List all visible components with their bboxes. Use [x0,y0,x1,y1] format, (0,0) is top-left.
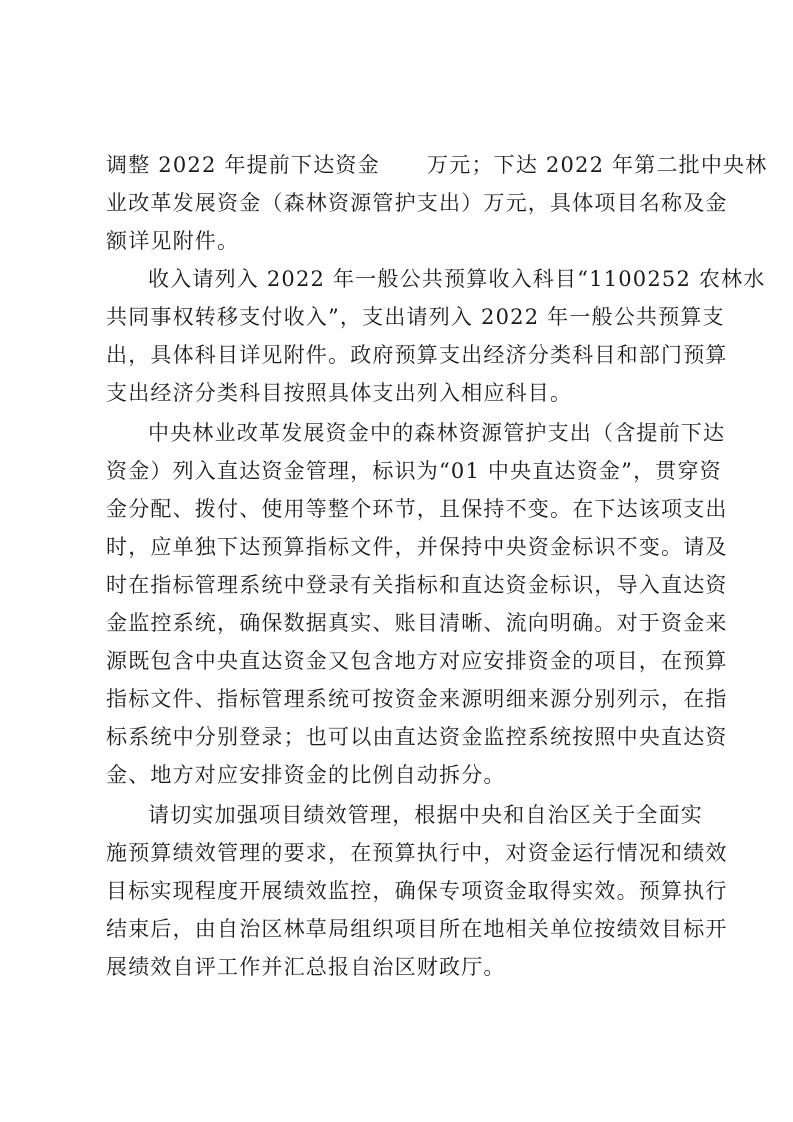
body-text-line: 额详见附件。 [106,229,240,253]
body-text-line: 金分配、拨付、使用等整个环节，且保持不变。在下达该项支出 [106,497,728,521]
body-text-line: 业改革发展资金（森林资源管护支出）万元，具体项目名称及金 [106,191,728,215]
body-text-line: 支出经济分类科目按照具体支出列入相应科目。 [106,381,573,405]
body-text-line: 收入请列入 2022 年一般公共预算收入科目“1100252 农林水 [148,267,766,291]
body-text-line: 目标实现程度开展绩效监控，确保专项资金取得实效。预算执行 [106,879,728,903]
body-text-line: 出，具体科目详见附件。政府预算支出经济分类科目和部门预算 [106,343,728,367]
body-text-line: 请切实加强项目绩效管理，根据中央和自治区关于全面实 [148,803,703,827]
body-text-line: 指标文件、指标管理系统可按资金来源明细来源分别列示，在指 [106,687,728,711]
body-text-line: 标系统中分别登录；也可以由直达资金监控系统按照中央直达资 [106,725,728,749]
body-text-line: 施预算绩效管理的要求，在预算执行中，对资金运行情况和绩效 [106,841,728,865]
body-text-line: 展绩效自评工作并汇总报自治区财政厅。 [106,955,506,979]
body-text-line: 中央林业改革发展资金中的森林资源管护支出（含提前下达 [148,421,726,445]
body-text-line: 时，应单独下达预算指标文件，并保持中央资金标识不变。请及 [106,535,728,559]
body-text-line: 时在指标管理系统中登录有关指标和直达资金标识，导入直达资 [106,573,728,597]
body-text-line: 金监控系统，确保数据真实、账目清晰、流向明确。对于资金来 [106,611,728,635]
body-text-line: 金、地方对应安排资金的比例自动拆分。 [106,763,506,787]
body-text-line: 共同事权转移支付收入”，支出请列入 2022 年一般公共预算支 [106,305,725,329]
body-text-line: 调整 2022 年提前下达资金 万元；下达 2022 年第二批中央林 [106,153,768,177]
body-text-line: 结束后，由自治区林草局组织项目所在地相关单位按绩效目标开 [106,917,728,941]
body-text-line: 源既包含中央直达资金又包含地方对应安排资金的项目，在预算 [106,649,728,673]
body-text-line: 资金）列入直达资金管理，标识为“01 中央直达资金”，贯穿资 [106,459,722,483]
